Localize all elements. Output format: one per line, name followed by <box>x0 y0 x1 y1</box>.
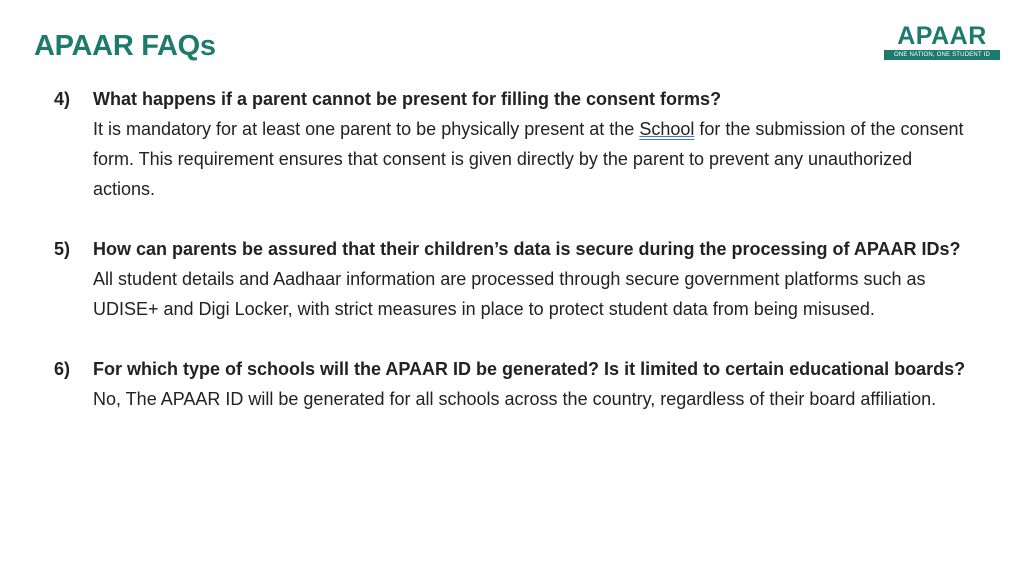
faq-number: 5) <box>54 239 71 259</box>
faq-answer: No, The APAAR ID will be generated for all schools across the country, regardless of their board affiliation. <box>93 389 937 409</box>
school-word: School <box>639 119 695 139</box>
faq-item-6 <box>54 354 974 414</box>
logo-word: APAAR <box>897 22 987 50</box>
faq-answer <box>93 114 974 204</box>
apaar-logo <box>884 24 1000 60</box>
faq-item-5 <box>54 234 974 324</box>
page-title: APAAR FAQs <box>34 30 216 62</box>
faq-question: For which type of schools will the APAAR ID be generated? Is it limited to certain educational boards? <box>93 359 966 379</box>
faq-item-4 <box>54 84 974 204</box>
faq-answer: All student details and Aadhaar information are processed through secure government platforms such as UDISE+ and Digi Locker, with strict measures in place to protect student data from being misused. <box>93 269 926 319</box>
logo-tagline: ONE NATION, ONE STUDENT ID <box>884 50 1000 60</box>
faq-list <box>54 84 974 444</box>
answer-text-start: It is mandatory for at least one parent to be physically present at the <box>93 119 640 139</box>
faq-question: What happens if a parent cannot be present for filling the consent forms? <box>93 89 722 109</box>
answer-text-end: for the submission of the consent form. This requirement ensures that consent is given directly by the parent to prevent any unauthorized actions. <box>93 119 964 199</box>
faq-question: How can parents be assured that their children’s data is secure during the processing of APAAR IDs? <box>93 239 961 259</box>
faq-number: 4) <box>54 89 71 109</box>
faq-number: 6) <box>54 359 71 379</box>
